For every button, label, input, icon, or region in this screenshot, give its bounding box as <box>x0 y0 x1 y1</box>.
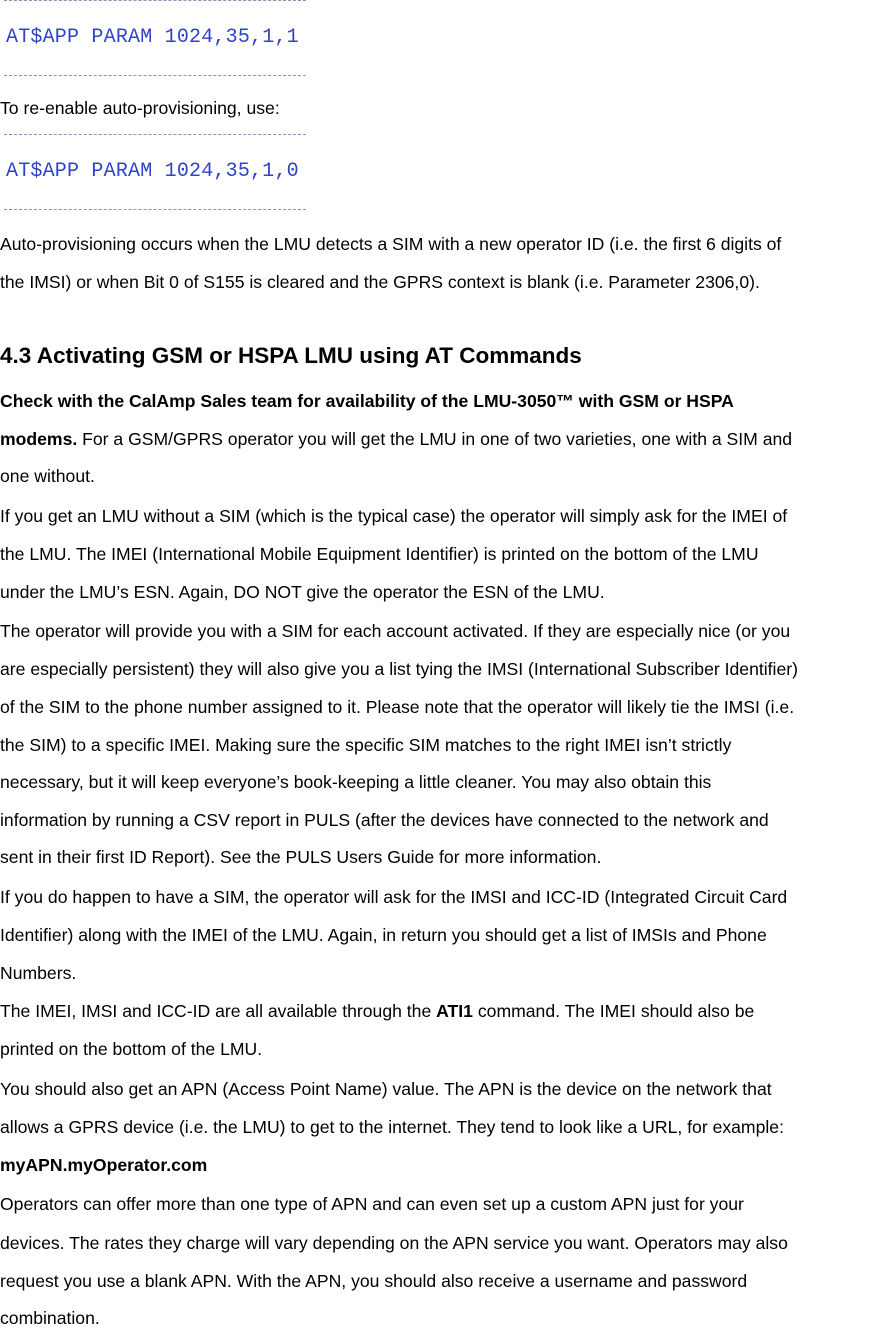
p2-line-1: If you get an LMU without a SIM (which is the typical case) the operator will simply ask for the IMEI of <box>0 506 788 526</box>
p5-line-2: printed on the bottom of the LMU. <box>0 1039 263 1059</box>
p7-line-4: combination. <box>0 1308 100 1328</box>
p5-line-1-post: command. The IMEI should also be <box>472 1001 755 1021</box>
p4-line-2: Identifier) along with the IMEI of the LMU. Again, in return you should get a list of IMSIs and Phone <box>0 925 767 945</box>
p1-bold-1: Check with the CalAmp Sales team for availability of the LMU-3050™ with GSM or HSPA <box>0 391 734 411</box>
p7-line-3: request you use a blank APN. With the APN, you should also receive a username and password <box>0 1271 748 1291</box>
p4-line-1: If you do happen to have a SIM, the operator will ask for the IMSI and ICC-ID (Integrated Circuit Card <box>0 887 788 907</box>
apn-example <box>0 1154 207 1176</box>
p1-line-2 <box>0 428 792 450</box>
p3-line-6: information by running a CSV report in PULS (after the devices have connected to the network and <box>0 810 769 830</box>
p3-line-4: the SIM) to a specific IMEI. Making sure the specific SIM matches to the right IMEI isn’t strictly <box>0 735 732 755</box>
p3-line-1: The operator will provide you with a SIM for each account activated. If they are especially nice (or you <box>0 621 791 641</box>
p1-line-1 <box>0 390 734 412</box>
p1-bold-2: modems. <box>0 429 78 449</box>
intro-text: To re-enable auto-provisioning, use: <box>0 98 280 118</box>
auto-prov-line-1: Auto-provisioning occurs when the LMU detects a SIM with a new operator ID (i.e. the first 6 digits of <box>0 234 782 254</box>
p7-line-2: devices. The rates they charge will vary depending on the APN service you want. Operators may also <box>0 1233 788 1253</box>
p3-line-5: necessary, but it will keep everyone’s book-keeping a little cleaner. You may also obtain this <box>0 772 712 792</box>
p3-line-3: of the SIM to the phone number assigned to it. Please note that the operator will likely tie the IMSI (i.e. <box>0 697 795 717</box>
p6-line-2: allows a GPRS device (i.e. the LMU) to get to the internet. They tend to look like a URL, for example: <box>0 1117 784 1137</box>
p2-line-2: the LMU. The IMEI (International Mobile Equipment Identifier) is printed on the bottom of the LMU <box>0 544 759 564</box>
section-heading: 4.3 Activating GSM or HSPA LMU using AT Commands <box>0 343 582 368</box>
auto-prov-line-2: the IMSI) or when Bit 0 of S155 is cleared and the GPRS context is blank (i.e. Parameter 2306,0). <box>0 272 760 292</box>
p1-line-2-rest: For a GSM/GPRS operator you will get the LMU in one of two varieties, one with a SIM and <box>77 429 793 449</box>
p7-line-1: Operators can offer more than one type of APN and can even set up a custom APN just for your <box>0 1194 744 1214</box>
p3-line-2: are especially persistent) they will also give you a list tying the IMSI (International Subscriber Identifier) <box>0 659 798 679</box>
p1-line-3: one without. <box>0 466 95 486</box>
p6-line-1: You should also get an APN (Access Point Name) value. The APN is the device on the network that <box>0 1079 772 1099</box>
p5-line-1 <box>0 1000 754 1022</box>
code-command: AT$APP PARAM 1024,35,1,1 <box>6 26 299 49</box>
p5-line-1-pre: The IMEI, IMSI and ICC-ID are all available through the <box>0 1001 437 1021</box>
code-command: AT$APP PARAM 1024,35,1,0 <box>6 160 299 183</box>
code-block-disable <box>4 0 306 76</box>
p3-line-7: sent in their first ID Report). See the PULS Users Guide for more information. <box>0 847 602 867</box>
code-block-enable <box>4 134 306 210</box>
p2-line-3: under the LMU’s ESN. Again, DO NOT give the operator the ESN of the LMU. <box>0 582 605 602</box>
p4-line-3: Numbers. <box>0 963 77 983</box>
ati1-command: ATI1 <box>436 1001 473 1021</box>
apn-example-text: myAPN.myOperator.com <box>0 1155 208 1175</box>
